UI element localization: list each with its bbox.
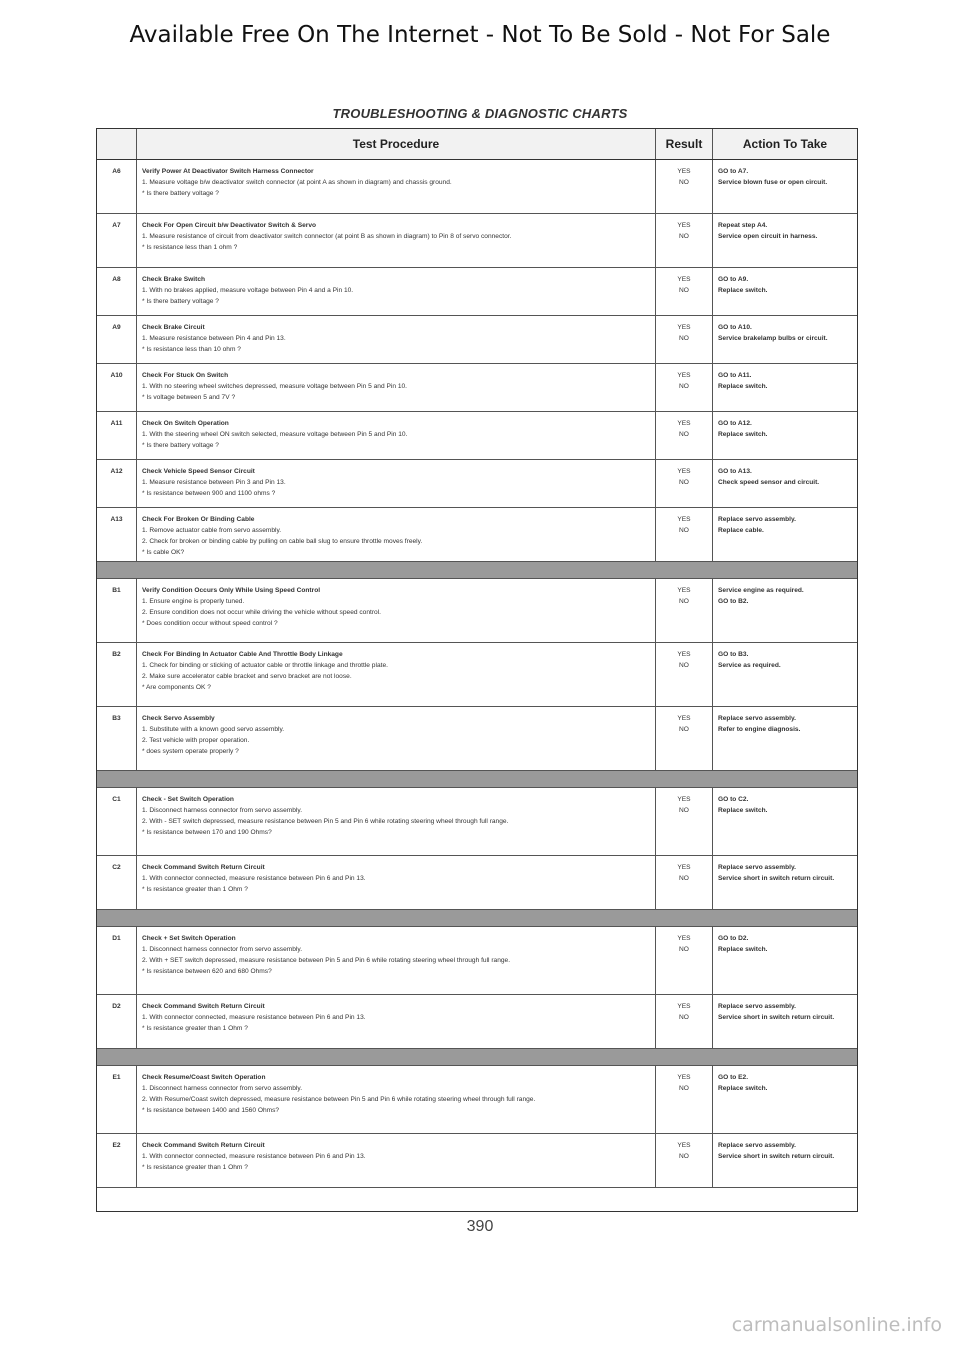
banner-text: Available Free On The Internet - Not To Be Sold - Not For Sale (129, 22, 831, 48)
step-id: A8 (97, 268, 137, 315)
troubleshooting-table (96, 128, 858, 1212)
action-cell (713, 579, 857, 642)
action-value: Replace switch. (718, 1085, 768, 1092)
test-procedure-cell (137, 1066, 656, 1133)
procedure-line: 1. Disconnect harness connector from servo assembly. (142, 1085, 303, 1092)
result-value: YES (677, 1142, 691, 1149)
result-value: YES (677, 168, 691, 175)
procedure-line: 2. With - SET switch depressed, measure resistance between Pin 5 and Pin 6 while rotating steering wheel through full range. (142, 818, 509, 825)
action-value: Service short in switch return circuit. (718, 1014, 835, 1021)
header-result: Result (656, 129, 713, 159)
procedure-line: 1. Measure resistance between Pin 3 and Pin 13. (142, 479, 286, 486)
result-value: YES (677, 276, 691, 283)
test-procedure-cell (137, 707, 656, 770)
action-cell (713, 214, 857, 267)
action-value: Service blown fuse or open circuit. (718, 179, 828, 186)
table-row (97, 1134, 857, 1188)
procedure-line: 1. Measure voltage b/w deactivator switch connector (at point A as shown in diagram) and chassis ground. (142, 179, 452, 186)
step-id: C1 (97, 788, 137, 855)
procedure-title: Check For Open Circuit b/w Deactivator Switch & Servo (142, 222, 317, 229)
header-test-procedure: Test Procedure (137, 129, 656, 159)
page-number: 390 (466, 1218, 494, 1235)
result-value: YES (677, 587, 691, 594)
result-cell (656, 508, 713, 561)
action-value: GO to A13. (718, 468, 752, 475)
result-value: NO (679, 527, 689, 534)
action-value: Service short in switch return circuit. (718, 875, 835, 882)
result-cell (656, 1134, 713, 1187)
action-cell (713, 856, 857, 909)
result-cell (656, 160, 713, 213)
result-value: NO (679, 179, 689, 186)
section-separator (97, 910, 857, 927)
table-row (97, 707, 857, 771)
procedure-title: Check Brake Switch (142, 276, 206, 283)
step-id: A10 (97, 364, 137, 411)
action-cell (713, 268, 857, 315)
action-value: Refer to engine diagnosis. (718, 726, 801, 733)
test-procedure-cell (137, 508, 656, 561)
procedure-line: 2. With Resume/Coast switch depressed, measure resistance between Pin 5 and Pin 6 while rotating steering wheel through full range. (142, 1096, 536, 1103)
test-procedure-cell (137, 214, 656, 267)
action-value: GO to D2. (718, 935, 749, 942)
procedure-line: 1. With connector connected, measure resistance between Pin 6 and Pin 13. (142, 875, 366, 882)
result-value: YES (677, 372, 691, 379)
procedure-line: * Is resistance between 900 and 1100 ohms ? (142, 490, 276, 497)
test-procedure-cell (137, 856, 656, 909)
result-cell (656, 316, 713, 363)
procedure-line: 1. With connector connected, measure resistance between Pin 6 and Pin 13. (142, 1014, 366, 1021)
section-separator (97, 771, 857, 788)
procedure-title: Check On Switch Operation (142, 420, 229, 427)
action-cell (713, 316, 857, 363)
procedure-line: * Is voltage between 5 and 7V ? (142, 394, 236, 401)
procedure-line: * Is resistance between 620 and 680 Ohms? (142, 968, 272, 975)
result-cell (656, 995, 713, 1048)
table-row (97, 412, 857, 460)
step-id: A9 (97, 316, 137, 363)
result-value: YES (677, 468, 691, 475)
test-procedure-cell (137, 364, 656, 411)
test-procedure-cell (137, 995, 656, 1048)
action-value: GO to A11. (718, 372, 752, 379)
test-procedure-cell (137, 788, 656, 855)
procedure-line: 1. Measure resistance of circuit from deactivator switch connector (at point B as shown in diagram) to Pin 8 of servo connector. (142, 233, 512, 240)
result-value: NO (679, 726, 689, 733)
procedure-title: Check For Stuck On Switch (142, 372, 229, 379)
action-cell (713, 788, 857, 855)
procedure-line: 1. Substitute with a known good servo assembly. (142, 726, 285, 733)
step-id: B1 (97, 579, 137, 642)
table-row (97, 508, 857, 562)
result-value: NO (679, 383, 689, 390)
action-cell (713, 927, 857, 994)
step-id: D1 (97, 927, 137, 994)
result-cell (656, 788, 713, 855)
action-value: Service short in switch return circuit. (718, 1153, 835, 1160)
action-value: Service engine as required. (718, 587, 804, 594)
procedure-line: 2. Make sure accelerator cable bracket and servo bracket are not loose. (142, 673, 352, 680)
procedure-line: * Is cable OK? (142, 549, 185, 556)
result-cell (656, 268, 713, 315)
step-id: E1 (97, 1066, 137, 1133)
table-row (97, 268, 857, 316)
result-cell (656, 1066, 713, 1133)
table-row (97, 214, 857, 268)
result-value: YES (677, 1074, 691, 1081)
step-id: E2 (97, 1134, 137, 1187)
result-cell (656, 927, 713, 994)
result-value: YES (677, 324, 691, 331)
test-procedure-cell (137, 268, 656, 315)
table-header (97, 129, 857, 160)
action-cell (713, 1134, 857, 1187)
result-value: YES (677, 935, 691, 942)
action-value: Replace switch. (718, 946, 768, 953)
result-cell (656, 412, 713, 459)
procedure-line: * Is resistance greater than 1 Ohm ? (142, 1025, 248, 1032)
result-value: NO (679, 431, 689, 438)
procedure-line: * Is there battery voltage ? (142, 298, 219, 305)
result-value: NO (679, 946, 689, 953)
step-id: C2 (97, 856, 137, 909)
step-id: B3 (97, 707, 137, 770)
table-body (97, 160, 857, 1188)
action-cell (713, 364, 857, 411)
result-value: NO (679, 662, 689, 669)
action-value: Service as required. (718, 662, 781, 669)
procedure-title: Check Command Switch Return Circuit (142, 1003, 265, 1010)
result-cell (656, 643, 713, 706)
procedure-title: Check Command Switch Return Circuit (142, 864, 265, 871)
result-value: NO (679, 1085, 689, 1092)
action-value: GO to A10. (718, 324, 752, 331)
procedure-line: * Is resistance less than 10 ohm ? (142, 346, 241, 353)
procedure-line: * Is resistance greater than 1 Ohm ? (142, 886, 248, 893)
procedure-title: Verify Condition Occurs Only While Using Speed Control (142, 587, 321, 594)
procedure-title: Check For Binding In Actuator Cable And Throttle Body Linkage (142, 651, 343, 658)
action-cell (713, 707, 857, 770)
site-watermark: carmanualsonline.info (731, 1314, 942, 1336)
test-procedure-cell (137, 412, 656, 459)
action-value: Replace cable. (718, 527, 764, 534)
result-value: YES (677, 516, 691, 523)
test-procedure-cell (137, 460, 656, 507)
action-cell (713, 160, 857, 213)
procedure-line: * Are components OK ? (142, 684, 211, 691)
action-cell (713, 460, 857, 507)
procedure-line: * Is there battery voltage ? (142, 442, 219, 449)
result-cell (656, 460, 713, 507)
table-row (97, 995, 857, 1049)
test-procedure-cell (137, 160, 656, 213)
result-value: YES (677, 864, 691, 871)
action-value: Check speed sensor and circuit. (718, 479, 820, 486)
procedure-title: Check + Set Switch Operation (142, 935, 236, 942)
header-action: Action To Take (742, 137, 828, 151)
procedure-line: * Is there battery voltage ? (142, 190, 219, 197)
action-cell (713, 1066, 857, 1133)
test-procedure-cell (137, 643, 656, 706)
procedure-title: Check Resume/Coast Switch Operation (142, 1074, 266, 1081)
table-row (97, 927, 857, 995)
procedure-line: 1. Ensure engine is properly tuned. (142, 598, 245, 605)
test-procedure-cell (137, 316, 656, 363)
result-value: NO (679, 335, 689, 342)
result-value: YES (677, 715, 691, 722)
procedure-title: Check Brake Circuit (142, 324, 205, 331)
result-value: NO (679, 875, 689, 882)
step-id: A13 (97, 508, 137, 561)
procedure-line: 2. Ensure condition does not occur while driving the vehicle without speed control. (142, 609, 381, 616)
result-cell (656, 364, 713, 411)
procedure-title: Check Vehicle Speed Sensor Circuit (142, 468, 255, 475)
procedure-title: Check Servo Assembly (142, 715, 215, 722)
procedure-line: 1. Check for binding or sticking of actuator cable or throttle linkage and throttle plate. (142, 662, 388, 669)
result-value: YES (677, 796, 691, 803)
action-value: GO to B3. (718, 651, 749, 658)
section-separator (97, 562, 857, 579)
procedure-line: 1. With connector connected, measure resistance between Pin 6 and Pin 13. (142, 1153, 366, 1160)
action-value: Replace servo assembly. (718, 1142, 796, 1149)
result-value: YES (677, 420, 691, 427)
procedure-line: 2. Test vehicle with proper operation. (142, 737, 250, 744)
procedure-line: * does system operate properly ? (142, 748, 239, 755)
table-row (97, 788, 857, 856)
action-value: Replace switch. (718, 431, 768, 438)
procedure-line: 1. Disconnect harness connector from servo assembly. (142, 807, 303, 814)
procedure-line: * Is resistance less than 1 ohm ? (142, 244, 238, 251)
action-value: Replace servo assembly. (718, 516, 796, 523)
procedure-line: * Does condition occur without speed control ? (142, 620, 278, 627)
action-value: GO to B2. (718, 598, 749, 605)
step-id: B2 (97, 643, 137, 706)
test-procedure-cell (137, 579, 656, 642)
result-value: NO (679, 287, 689, 294)
action-value: Replace switch. (718, 807, 768, 814)
action-cell (713, 995, 857, 1048)
procedure-line: 1. Disconnect harness connector from servo assembly. (142, 946, 303, 953)
table-row (97, 460, 857, 508)
table-row (97, 1066, 857, 1134)
chart-title: TROUBLESHOOTING & DIAGNOSTIC CHARTS (332, 106, 628, 121)
result-value: NO (679, 1014, 689, 1021)
test-procedure-cell (137, 927, 656, 994)
step-id: D2 (97, 995, 137, 1048)
procedure-line: 1. Measure resistance between Pin 4 and Pin 13. (142, 335, 286, 342)
result-value: YES (677, 222, 691, 229)
test-procedure-cell (137, 1134, 656, 1187)
result-cell (656, 856, 713, 909)
action-value: GO to A12. (718, 420, 752, 427)
table-row (97, 316, 857, 364)
step-id: A12 (97, 460, 137, 507)
result-value: YES (677, 651, 691, 658)
action-value: GO to C2. (718, 796, 749, 803)
action-value: GO to A7. (718, 168, 749, 175)
action-value: GO to A9. (718, 276, 749, 283)
table-row (97, 579, 857, 643)
result-value: NO (679, 233, 689, 240)
section-separator (97, 1049, 857, 1066)
table-row (97, 856, 857, 910)
action-value: Replace servo assembly. (718, 864, 796, 871)
action-value: Replace switch. (718, 383, 768, 390)
action-value: Replace servo assembly. (718, 1003, 796, 1010)
action-value: Replace servo assembly. (718, 715, 796, 722)
result-value: NO (679, 479, 689, 486)
result-cell (656, 707, 713, 770)
action-value: Service open circuit in harness. (718, 233, 818, 240)
result-value: NO (679, 1153, 689, 1160)
result-value: YES (677, 1003, 691, 1010)
action-value: Service brakelamp bulbs or circuit. (718, 335, 828, 342)
procedure-line: 2. With + SET switch depressed, measure resistance between Pin 5 and Pin 6 while rotating steering wheel through full range. (142, 957, 511, 964)
action-value: Repeat step A4. (718, 222, 768, 229)
procedure-title: Check For Broken Or Binding Cable (142, 516, 255, 523)
procedure-line: 1. With the steering wheel ON switch selected, measure voltage between Pin 5 and Pin 10. (142, 431, 408, 438)
procedure-line: 2. Check for broken or binding cable by pulling on cable ball slug to ensure throttle moves freely. (142, 538, 423, 545)
step-id: A11 (97, 412, 137, 459)
action-value: GO to E2. (718, 1074, 749, 1081)
table-row (97, 364, 857, 412)
header-id-cell (97, 129, 137, 159)
result-value: NO (679, 598, 689, 605)
procedure-line: * Is resistance greater than 1 Ohm ? (142, 1164, 248, 1171)
procedure-line: * Is resistance between 1400 and 1560 Ohms? (142, 1107, 280, 1114)
action-cell (713, 643, 857, 706)
action-cell (713, 508, 857, 561)
step-id: A7 (97, 214, 137, 267)
table-row (97, 160, 857, 214)
action-value: Replace switch. (718, 287, 768, 294)
action-cell (713, 412, 857, 459)
procedure-title: Verify Power At Deactivator Switch Harness Connector (142, 168, 314, 175)
step-id: A6 (97, 160, 137, 213)
procedure-title: Check - Set Switch Operation (142, 796, 234, 803)
procedure-title: Check Command Switch Return Circuit (142, 1142, 265, 1149)
procedure-line: 1. With no brakes applied, measure voltage between Pin 4 and a Pin 10. (142, 287, 354, 294)
result-cell (656, 214, 713, 267)
table-row (97, 643, 857, 707)
procedure-line: 1. With no steering wheel switches depressed, measure voltage between Pin 5 and Pin 10. (142, 383, 408, 390)
result-value: NO (679, 807, 689, 814)
procedure-line: 1. Remove actuator cable from servo assembly. (142, 527, 282, 534)
result-cell (656, 579, 713, 642)
procedure-line: * Is resistance between 170 and 190 Ohms? (142, 829, 272, 836)
